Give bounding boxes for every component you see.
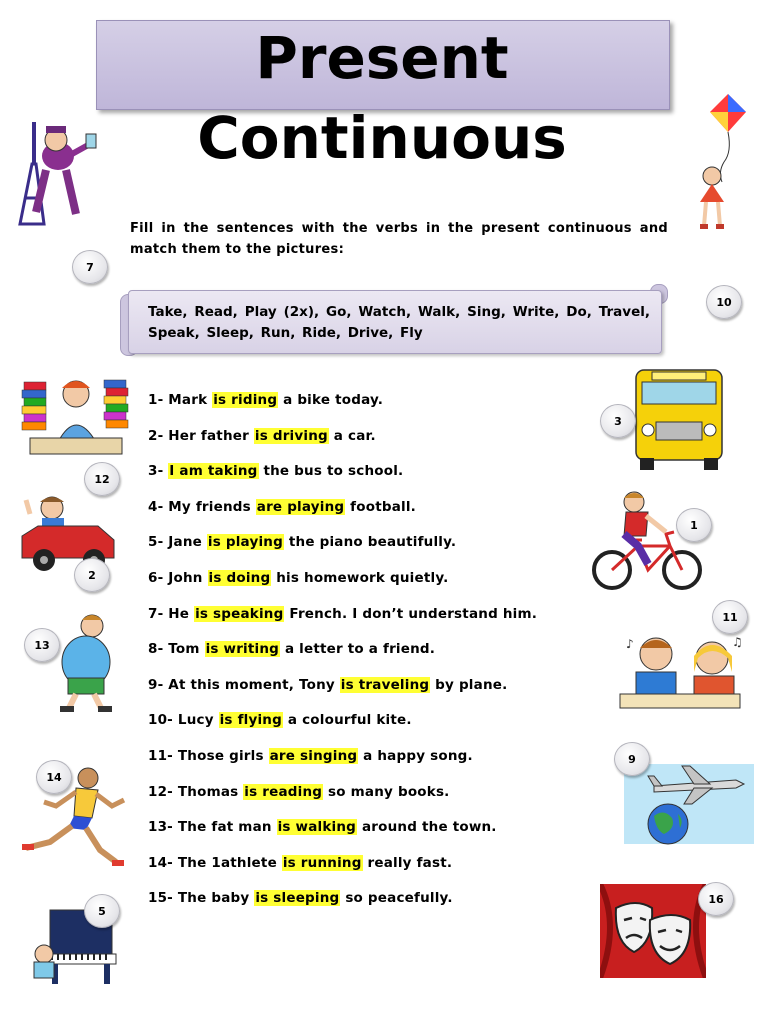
svg-text:♪: ♪ [626, 637, 634, 651]
answer: is walking [277, 819, 357, 836]
list-item: 2- Her father is driving a car. [148, 427, 376, 444]
fat-man-walking-icon [54, 612, 116, 714]
list-item: 15- The baby is sleeping so peacefully. [148, 890, 453, 907]
answer: is sleeping [255, 890, 340, 907]
list-item: 10- Lucy is flying a colourful kite. [148, 712, 412, 729]
list-item: 4- My friends are playing football. [148, 498, 417, 515]
list-item: 8- Tom is writing a letter to a friend. [148, 641, 436, 658]
verb-list: Take, Read, Play (2x), Go, Watch, Walk, Sing, Write, Do, Travel, Speak, Sleep, Run, Ride, Drive, Fly [148, 304, 650, 341]
list-item: 11- Those girls are singing a happy song. [148, 747, 473, 764]
number-badge-13: 13 [24, 628, 60, 662]
boy-with-books-icon [20, 372, 130, 458]
page-title: Present Continuous [197, 24, 567, 172]
girl-flying-kite-icon [688, 92, 754, 236]
list-item: 9- At this moment, Tony is traveling by plane. [148, 676, 508, 693]
answer: is flying [219, 712, 282, 729]
school-bus-icon [632, 364, 726, 472]
answer: is speaking [195, 605, 284, 622]
verb-scroll [120, 284, 668, 358]
answer: is running [282, 854, 362, 871]
sentence-list [148, 392, 537, 926]
list-item: 3- I am taking the bus to school. [148, 463, 404, 480]
svg-text:♫: ♫ [732, 635, 743, 649]
answer: is playing [207, 534, 283, 551]
list-item: 14- The 1athlete is running really fast. [148, 854, 453, 871]
number-badge-10: 10 [706, 285, 742, 319]
instructions: Fill in the sentences with the verbs in the present continuous and match them to the pictures: [130, 221, 668, 257]
eiffel-tower-man-icon [6, 114, 102, 226]
answer: is riding [213, 392, 278, 408]
boy-riding-bike-icon [590, 490, 704, 594]
number-badge-1: 1 [676, 508, 712, 542]
number-badge-9: 9 [614, 742, 650, 776]
answer: are singing [269, 747, 358, 764]
list-item: 1- Mark is riding a bike today. [148, 392, 384, 408]
number-badge-14: 14 [36, 760, 72, 794]
number-badge-11: 11 [712, 600, 748, 634]
number-badge-7: 7 [72, 250, 108, 284]
list-item: 12- Thomas is reading so many books. [148, 783, 450, 800]
answer: I am taking [169, 463, 258, 480]
list-item: 13- The fat man is walking around the town. [148, 819, 497, 836]
number-badge-16: 16 [698, 882, 734, 916]
list-item: 6- John is doing his homework quietly. [148, 569, 449, 586]
answer: is driving [254, 427, 328, 444]
number-badge-3: 3 [600, 404, 636, 438]
list-item: 7- He is speaking French. I don’t understand him. [148, 605, 538, 622]
list-item: 5- Jane is playing the piano beautifully. [148, 534, 457, 551]
answer: is traveling [340, 676, 430, 693]
answer: is writing [205, 641, 280, 658]
girls-singing-icon [612, 628, 748, 714]
theater-masks-icon [600, 884, 706, 978]
answer: are playing [256, 498, 345, 515]
number-badge-12: 12 [84, 462, 120, 496]
number-badge-5: 5 [84, 894, 120, 928]
answer: is doing [208, 569, 271, 586]
answer: is reading [244, 783, 323, 800]
number-badge-2: 2 [74, 558, 110, 592]
